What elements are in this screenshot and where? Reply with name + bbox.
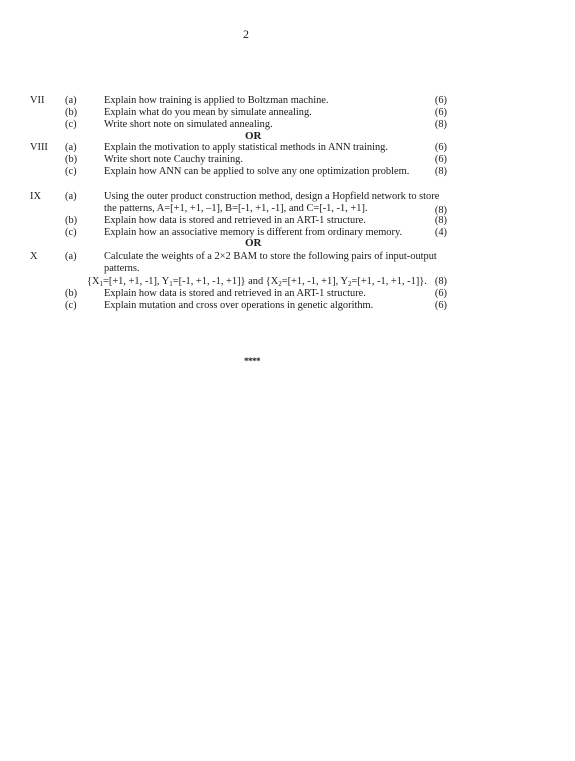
marks: (6) [434, 95, 447, 106]
question-text: Explain how training is applied to Boltzman machine. [104, 95, 329, 106]
part-label: (b) [65, 215, 78, 226]
marks: (6) [434, 300, 447, 311]
marks: (6) [434, 142, 447, 153]
question-text: Explain mutation and cross over operations in genetic algorithm. [104, 300, 374, 311]
marks: (8) [434, 119, 447, 130]
marks: (6) [434, 107, 447, 118]
marks: (8) [434, 205, 447, 216]
marks: (6) [434, 154, 447, 165]
part-label: (c) [65, 119, 77, 130]
part-label: (a) [65, 251, 77, 262]
part-label: (a) [65, 191, 77, 202]
question-number: X [30, 251, 38, 262]
or-divider: OR [245, 237, 262, 249]
question-number: VIII [30, 142, 48, 153]
part-label: (b) [65, 107, 78, 118]
question-text: the patterns, A=[+1, +1, –1], B=[-1, +1, -1], and C=[-1, -1, +1]. [104, 203, 368, 214]
question-number: IX [30, 191, 41, 202]
marks: (8) [434, 276, 447, 287]
part-label: (c) [65, 227, 77, 238]
part-label: (a) [65, 95, 77, 106]
or-divider: OR [245, 130, 262, 142]
question-text: Write short note Cauchy training. [104, 154, 243, 165]
question-text: Write short note on simulated annealing. [104, 119, 273, 130]
marks: (6) [434, 288, 447, 299]
question-text: patterns. [104, 263, 140, 274]
question-text: Explain how data is stored and retrieved in an ART-1 structure. [104, 215, 366, 226]
question-number: VII [30, 95, 45, 106]
marks: (4) [434, 227, 447, 238]
question-text: Explain how ANN can be applied to solve any one optimization problem. [104, 166, 410, 177]
part-label: (c) [65, 300, 77, 311]
part-label: (b) [65, 288, 78, 299]
marks: (8) [434, 166, 447, 177]
question-text: Explain how data is stored and retrieved in an ART-1 structure. [104, 288, 366, 299]
part-label: (a) [65, 142, 77, 153]
end-marker: **** [244, 356, 260, 366]
part-label: (c) [65, 166, 77, 177]
question-text: Explain the motivation to apply statistical methods in ANN training. [104, 142, 388, 153]
marks: (8) [434, 215, 447, 226]
question-text: Using the outer product construction method, design a Hopfield network to store [104, 191, 440, 202]
bam-pattern-pairs: {$X_1=[+1$, +1, -1], $Y_1=[-1$, +1, -1, +1]} and {$X_2=[+1$, -1, +1], $Y_2=[+1$, -1, +1, -1]}. [87, 276, 427, 288]
question-text: Explain what do you mean by simulate annealing. [104, 107, 312, 118]
part-label: (b) [65, 154, 78, 165]
page-number: 2 [243, 27, 249, 41]
question-text: Explain how an associative memory is different from ordinary memory. [104, 227, 403, 238]
question-text: Calculate the weights of a 2×2 BAM to store the following pairs of input-output [104, 251, 437, 262]
